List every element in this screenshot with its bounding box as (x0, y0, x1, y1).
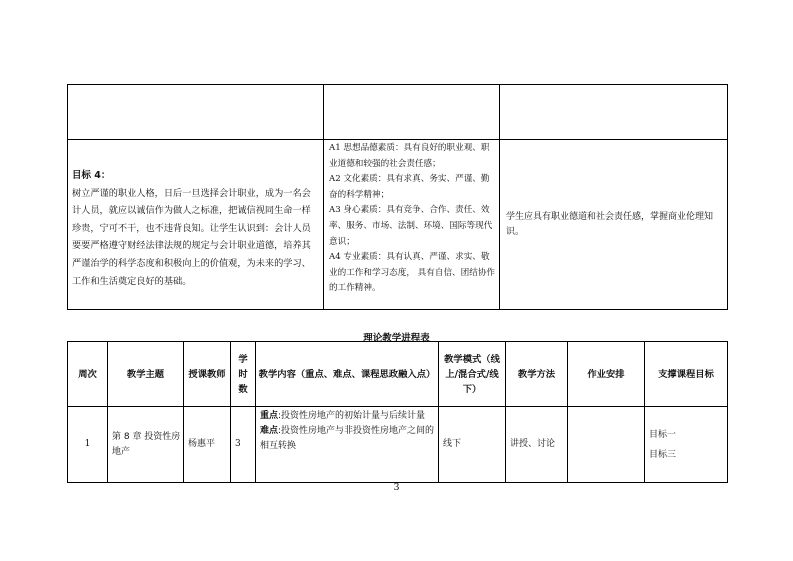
goal-row (68, 140, 728, 310)
header-hours: 学时数 (231, 342, 256, 407)
header-mode: 教学模式（线上/混合式/线下） (439, 342, 506, 407)
table-row (68, 407, 728, 483)
teacher-cell: 杨惠平 (184, 407, 231, 483)
week-cell: 1 (68, 407, 108, 483)
schedule-caption: 理论教学进程表 (363, 333, 430, 344)
homework-cell (568, 407, 645, 483)
empty-row (68, 85, 728, 140)
key-text: :投资性房地产的初始计量与后续计量 (278, 411, 426, 421)
quality-a3: A3 身心素质：具有竞争、合作、责任、效率、服务、市场、法制、环境、国际等现代意识； (329, 205, 493, 247)
method-cell: 讲授、讨论 (506, 407, 568, 483)
difficult-text: :投资性房地产与非投资性房地产之间的相互转换 (260, 426, 435, 451)
header-row (68, 342, 728, 407)
schedule-table (67, 341, 728, 483)
quality-a2: A2 文化素质：具有求真、务实、严谨、勤奋的科学精神； (329, 174, 490, 200)
header-week: 周次 (68, 342, 108, 407)
header-homework: 作业安排 (568, 342, 645, 407)
header-content: 教学内容（重点、难点、课程思政融入点） (256, 342, 439, 407)
key-label: 重点 (260, 411, 279, 421)
header-topic: 教学主题 (108, 342, 184, 407)
hours-cell: 3 (231, 407, 256, 483)
key-point (260, 409, 438, 424)
empty-cell (324, 85, 500, 140)
goal-text: 树立严谨的职业人格，日后一旦选择会计职业，成为一名会计人员，就应以诚信作为做人之标准，把诚信视同生命一样珍贵，宁可不干，也不违背良知。让学生认识到：会计人员要要严格遵守财经法律法规的规定与会计职业道德，培养其严谨治学的科学态度和积极向上的价值观，为未来的学习、工作和生活奠定良好的基础。 (72, 187, 311, 287)
page-number: 3 (393, 482, 400, 493)
goal-cell (645, 407, 728, 483)
difficult-label: 难点 (260, 426, 279, 436)
goal-title: 目标 4： (72, 170, 111, 181)
support-cell (500, 140, 728, 310)
goal-item: 目标一 (649, 429, 677, 440)
empty-cell (500, 85, 728, 140)
header-teacher: 授课教师 (184, 342, 231, 407)
empty-cell (68, 85, 324, 140)
goal-item: 目标三 (649, 449, 677, 460)
difficult-point (260, 424, 438, 454)
support-text: 学生应具有职业德道和社会责任感，掌握商业伦理知识。 (506, 212, 714, 237)
content-cell (256, 407, 439, 483)
goal-cell (68, 140, 324, 310)
header-method: 教学方法 (506, 342, 568, 407)
mode-cell: 线下 (439, 407, 506, 483)
header-goal: 支撑课程目标 (645, 342, 728, 407)
quality-cell (324, 140, 500, 310)
course-goal-table (67, 84, 728, 310)
quality-a4: A4 专业素质：具有认真、严谨、求实、敬业的工作和学习态度， 具有自信、团结协作的工作精神。 (329, 252, 496, 294)
topic-cell: 第 8 章 投资性房地产 (108, 407, 184, 483)
quality-a1: A1 思想品德素质：具有良好的职业观、职 业道德和较强的社会责任感； (329, 143, 490, 169)
